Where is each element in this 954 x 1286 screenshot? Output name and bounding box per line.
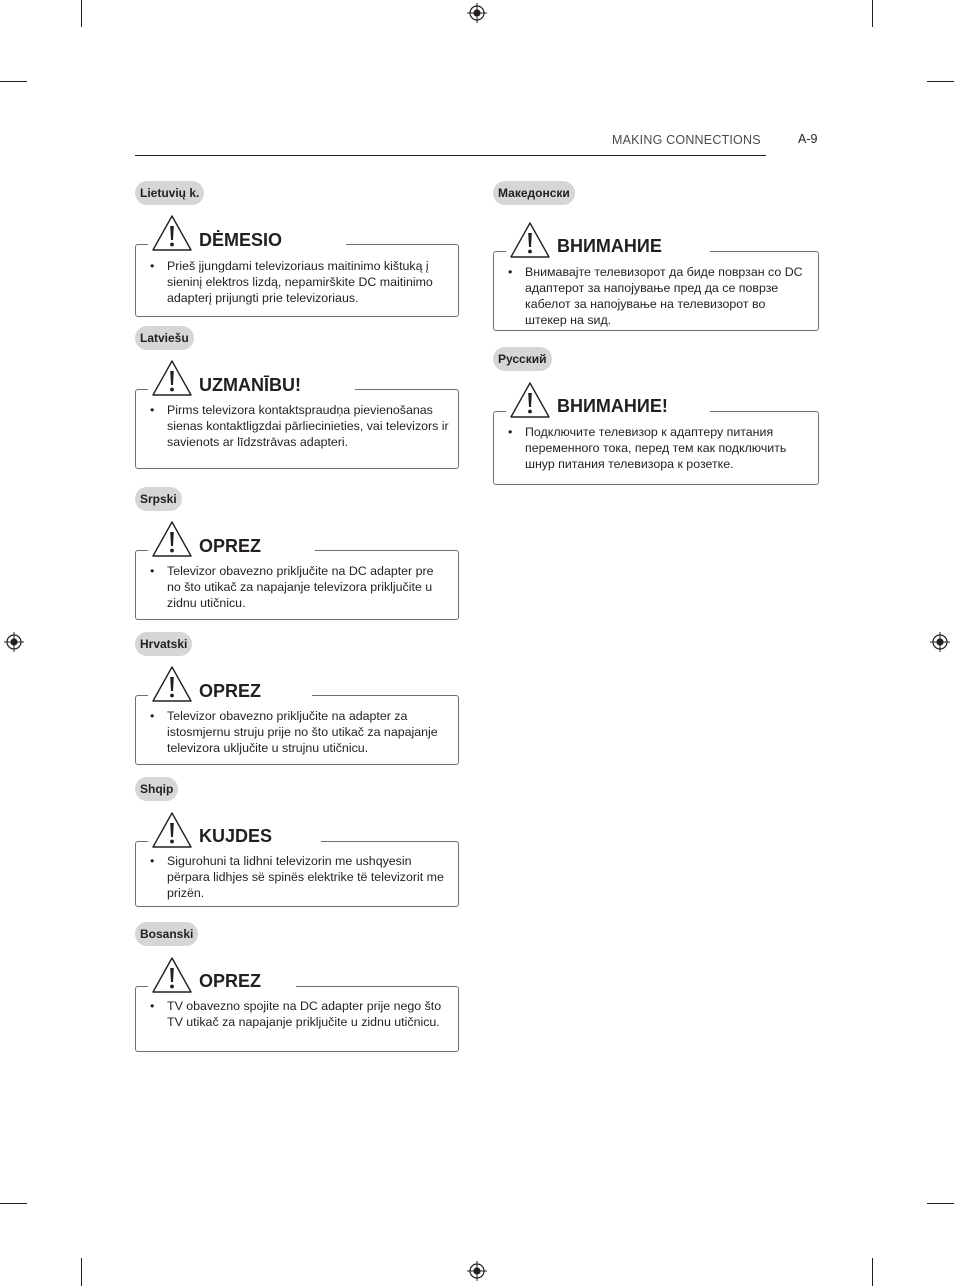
language-tag: Shqip — [135, 777, 178, 801]
crop-mark — [81, 1258, 82, 1286]
registration-mark-icon — [4, 632, 24, 652]
warning-title: OPREZ — [199, 536, 262, 556]
registration-mark-icon — [467, 1261, 487, 1281]
caution-text: • Televizor obavezno priključite na DC adapter pre no što utikač za napajanje televizora priključite u zidnu utičnicu. — [136, 563, 458, 611]
crop-mark — [0, 81, 27, 82]
warning-triangle-icon — [508, 380, 552, 420]
language-tag: Македонски — [493, 181, 575, 205]
caution-text: • Подключите телевизор к адаптеру питания переменного тока, перед тем как подключить шнур питания телевизора к розетке. — [494, 424, 818, 472]
warning-title: DĖMESIO — [199, 230, 283, 250]
caution-section-latvian — [135, 326, 461, 469]
registration-mark-icon — [467, 3, 487, 23]
crop-mark — [927, 81, 954, 82]
caution-box — [135, 389, 459, 469]
caution-section-croatian — [135, 632, 461, 765]
warning-title: KUJDES — [199, 826, 273, 846]
caution-box — [493, 251, 819, 331]
crop-mark — [872, 1258, 873, 1286]
crop-mark — [0, 1203, 27, 1204]
caution-text: • Pirms televizora kontaktspraudņa pievienošanas sienas kontaktligzdai pārliecinieties, vai televizors ir savienots ar līdzstrāvas adapteri. — [136, 402, 458, 450]
caution-section-serbian — [135, 487, 461, 620]
warning-title: OPREZ — [199, 681, 262, 701]
caution-text: • Televizor obavezno priključite na adapter za istosmjernu struju prije no što utikač za napajanje televizora uključite u strujnu utičnicu. — [136, 708, 458, 756]
section-title: MAKING CONNECTIONS — [612, 133, 761, 147]
caution-section-macedonian — [493, 181, 819, 331]
warning-triangle-icon — [150, 955, 194, 995]
caution-box — [135, 695, 459, 765]
caution-section-lithuanian — [135, 181, 461, 317]
caution-box — [135, 986, 459, 1052]
caution-text: • TV obavezno spojite na DC adapter prije nego što TV utikač za napajanje priključite u zidnu utičnicu. — [136, 998, 458, 1030]
warning-triangle-icon — [150, 213, 194, 253]
page-number: A-9 — [798, 132, 818, 146]
caution-box — [493, 411, 819, 485]
caution-section-albanian — [135, 777, 461, 907]
warning-title: OPREZ — [199, 971, 262, 991]
language-tag: Lietuvių k. — [135, 181, 204, 205]
caution-text: • Внимавајте телевизорот да биде поврзан со DC адаптерот за напојување пред да се поврзе кабелот за напојување на телевизорот во штекер на ѕид. — [494, 264, 818, 328]
caution-section-bosnian — [135, 922, 461, 1052]
caution-text: • Prieš įjungdami televizoriaus maitinimo kištuką į sieninį elektros lizdą, nepamirškite DC maitinimo adapterį prijungti prie televizoriaus. — [136, 258, 458, 306]
crop-mark — [81, 0, 82, 27]
warning-triangle-icon — [150, 358, 194, 398]
caution-text: • Sigurohuni ta lidhni televizorin me ushqyesin përpara lidhjes së spinës elektrike të televizorit me prizën. — [136, 853, 458, 901]
language-tag: Latviešu — [135, 326, 194, 350]
caution-section-russian — [493, 347, 819, 485]
registration-mark-icon — [930, 632, 950, 652]
warning-triangle-icon — [150, 519, 194, 559]
warning-title: ВНИМАНИЕ! — [557, 396, 668, 416]
warning-triangle-icon — [150, 810, 194, 850]
caution-box — [135, 244, 459, 317]
caution-box — [135, 841, 459, 907]
warning-triangle-icon — [508, 220, 552, 260]
crop-mark — [927, 1203, 954, 1204]
warning-title: UZMANĪBU! — [199, 375, 301, 395]
language-tag: Hrvatski — [135, 632, 192, 656]
crop-mark — [872, 0, 873, 27]
language-tag: Русский — [493, 347, 552, 371]
header-rule — [135, 155, 766, 156]
warning-triangle-icon — [150, 664, 194, 704]
warning-title: ВНИМАНИЕ — [557, 236, 662, 256]
caution-box — [135, 550, 459, 620]
language-tag: Bosanski — [135, 922, 198, 946]
language-tag: Srpski — [135, 487, 182, 511]
